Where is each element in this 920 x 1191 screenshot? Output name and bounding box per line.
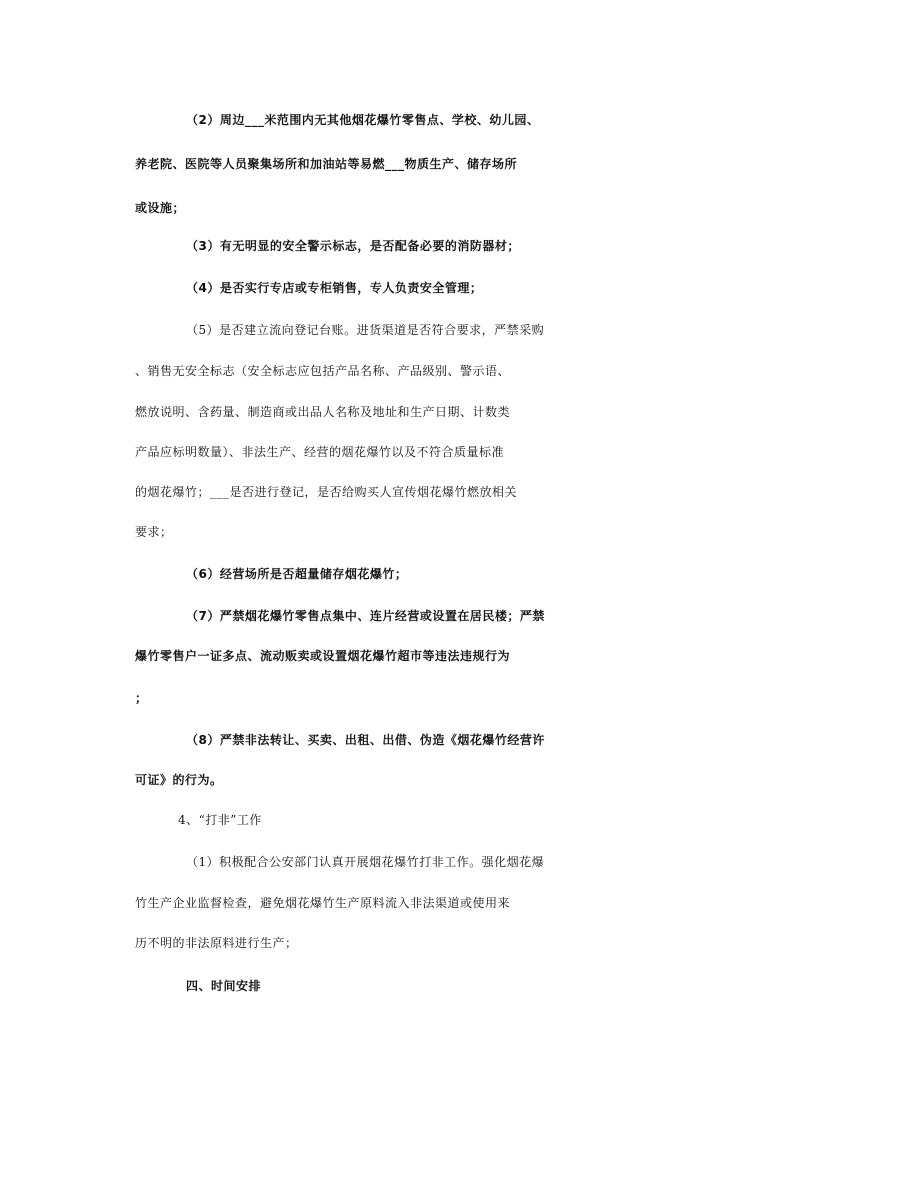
text-line-6: （5）是否建立流向登记台账。进货渠道是否符合要求，严禁采购 [186, 323, 545, 337]
text-line-7: 、销售无安全标志（安全标志应包括产品名称、产品级别、警示语、 [135, 364, 511, 378]
text-line-10: 的烟花爆竹；___是否进行登记，是否给购买人宣传烟花爆竹燃放相关 [135, 485, 518, 499]
text-line-9: 产品应标明数量）、非法生产、经营的烟花爆竹以及不符合质量标准 [135, 445, 505, 459]
text-line-12: （6）经营场所是否超量储存烟花爆竹； [186, 567, 408, 581]
section-heading-4: 4、“打非”工作 [178, 813, 262, 827]
text-line-1: （2）周边___米范围内无其他烟花爆竹零售点、学校、幼儿园、 [186, 113, 540, 127]
text-line-19: （1）积极配合公安部门认真开展烟花爆竹打非工作。强化烟花爆 [186, 855, 545, 869]
text-line-3: 或设施； [135, 201, 186, 215]
text-line-11: 要求； [135, 525, 173, 539]
text-line-5: （4）是否实行专店或专柜销售，专人负责安全管理； [186, 281, 483, 295]
text-line-16: （8）严禁非法转让、买卖、出租、出借、伪造《烟花爆竹经营许 [186, 733, 545, 747]
section-heading-four: 四、时间安排 [186, 979, 262, 993]
text-line-21: 历不明的非法原料进行生产； [135, 936, 298, 950]
text-line-2: 养老院、医院等人员聚集场所和加油站等易燃___物质生产、储存场所 [135, 157, 518, 171]
text-line-8: 燃放说明、含药量、制造商或出品人名称及地址和生产日期、计数类 [135, 405, 511, 419]
text-line-15: ； [135, 691, 148, 705]
text-line-14: 爆竹零售户一证多点、流动贩卖或设置烟花爆竹超市等违法违规行为 [135, 649, 511, 663]
text-line-20: 竹生产企业监督检查，避免烟花爆竹生产原料流入非法渠道或使用来 [135, 896, 511, 910]
text-line-13: （7）严禁烟花爆竹零售点集中、连片经营或设置在居民楼；严禁 [186, 609, 545, 623]
text-line-4: （3）有无明显的安全警示标志，是否配备必要的消防器材； [186, 239, 520, 253]
text-line-17: 可证》的行为。 [135, 773, 223, 787]
